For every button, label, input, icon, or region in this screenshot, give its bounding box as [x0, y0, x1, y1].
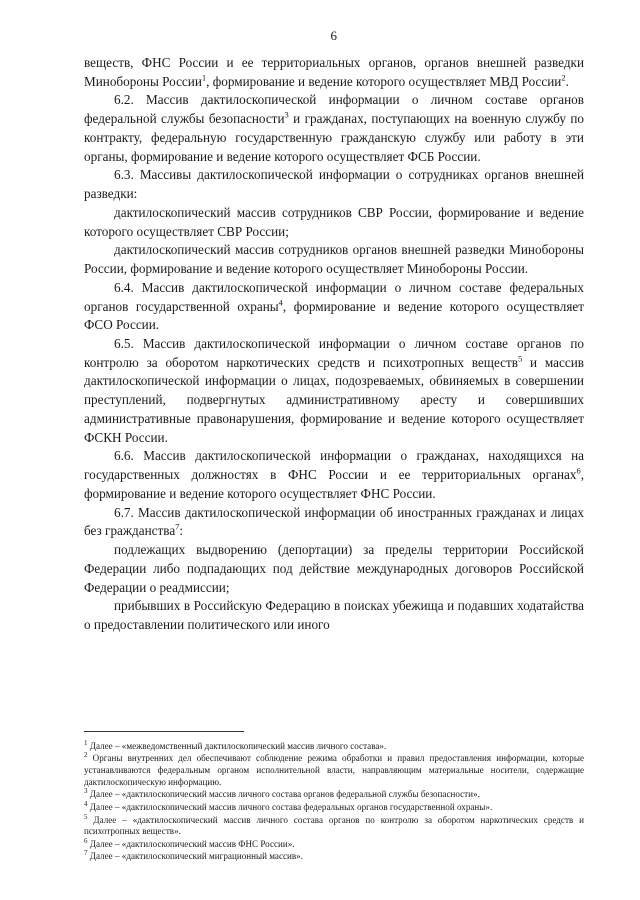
footnote-item: $^1$ Далее – «межведомственный дактилоскопический массив личного состава». [84, 738, 387, 751]
paragraph: 6.2. Массив дактилоскопической информации о личном составе органов федеральной службы безопасности$^3$ и гражданах, поступающих на военную службу по контракту, федеральную государственную гражданскую службу или работу в эти органы, формирование и ведение которого осуществляет ФСБ России. [84, 92, 584, 164]
footnote-marker: 3 [84, 787, 88, 796]
footnote-marker: 6 [84, 836, 88, 845]
footnote-item: $^4$ Далее – «дактилоскопический массив личного состава федеральных органов государственной охраны». [84, 799, 493, 812]
paragraph: веществ, ФНС России и ее территориальных органов, органов внешней разведки Минобороны России$^1$, формирование и ведение которого осуществляет МВД России$^2$. [84, 55, 584, 89]
footnote-item: $^2$ Органы внутренних дел обеспечивают соблюдение режима обработки и правил предоставления информации, которые устанавливаются федеральным органом исполнительной власти, направляющим материальные носители, содержащие дактилоскопическую информацию. [84, 751, 584, 787]
document-body [84, 54, 584, 635]
footnote-marker: 2 [84, 751, 88, 760]
footnote-reference: 3 [284, 109, 289, 120]
paragraph: 6.6. Массив дактилоскопической информации о гражданах, находящихся на государственных должностях в ФНС России и ее территориальных органах$^6$, формирование и ведение которого осуществляет ФНС России. [84, 448, 584, 501]
paragraph: 6.3. Массивы дактилоскопической информации о сотрудниках органов внешней разведки: [84, 167, 584, 202]
paragraph: прибывших в Российскую Федерацию в поисках убежища и подавших ходатайства о предоставлении политического или иного [84, 598, 584, 633]
footnote-list [84, 738, 584, 864]
footnote-item: $^5$ Далее – «дактилоскопический массив личного состава органов по контролю за оборотом наркотических средств и психотропных веществ». [84, 812, 584, 837]
footnote-item: $^3$ Далее – «дактилоскопический массив личного состава органов федеральной службы безопасности». [84, 787, 480, 800]
footnote-reference: 7 [175, 521, 180, 532]
footnote-reference: 1 [201, 72, 207, 83]
page-number: 6 [330, 28, 338, 43]
paragraph: дактилоскопический массив сотрудников органов внешней разведки Минобороны России, формирование и ведение которого осуществляет Минобороны России. [84, 242, 584, 277]
paragraph: 6.4. Массив дактилоскопической информации о личном составе федеральных органов государственной охраны$^4$, формирование и ведение которого осуществляет ФСО России. [84, 279, 584, 333]
footnote-item: $^7$ Далее – «дактилоскопический миграционный массив». [84, 849, 304, 862]
footnote-marker: 4 [84, 799, 88, 808]
footnote-marker: 1 [84, 738, 88, 747]
footnote-reference: 4 [278, 297, 283, 308]
footnote-item: $^6$ Далее – «дактилоскопический массив ФНС России». [84, 836, 295, 849]
paragraph: 6.5. Массив дактилоскопической информации о личном составе органов по контролю за оборотом наркотических средств и психотропных веществ$^5$ и массив дактилоскопической информации о лицах, подозреваемых, обвиняемых в совершении преступлений, подвергнутых административному аресту и совершивших административные правонарушения, формирование и ведение которого осуществляет ФСКН России. [84, 336, 584, 445]
footnote-separator [84, 731, 244, 732]
footnote-reference: 2 [561, 72, 566, 83]
paragraph: 6.7. Массив дактилоскопической информации об иностранных гражданах и лицах без гражданства$^7$: [84, 504, 584, 539]
footnote-marker: 5 [84, 812, 88, 821]
footnote-marker: 7 [84, 849, 88, 858]
footnote-reference: 5 [517, 353, 523, 364]
paragraph: подлежащих выдворению (депортации) за пределы территории Российской Федерации либо подпадающих под действие международных договоров Российской Федерации о реадмиссии; [84, 542, 584, 595]
footnote-reference: 6 [576, 465, 581, 476]
paragraph: дактилоскопический массив сотрудников СВР России, формирование и ведение которого осуществляет СВР России; [84, 204, 584, 239]
